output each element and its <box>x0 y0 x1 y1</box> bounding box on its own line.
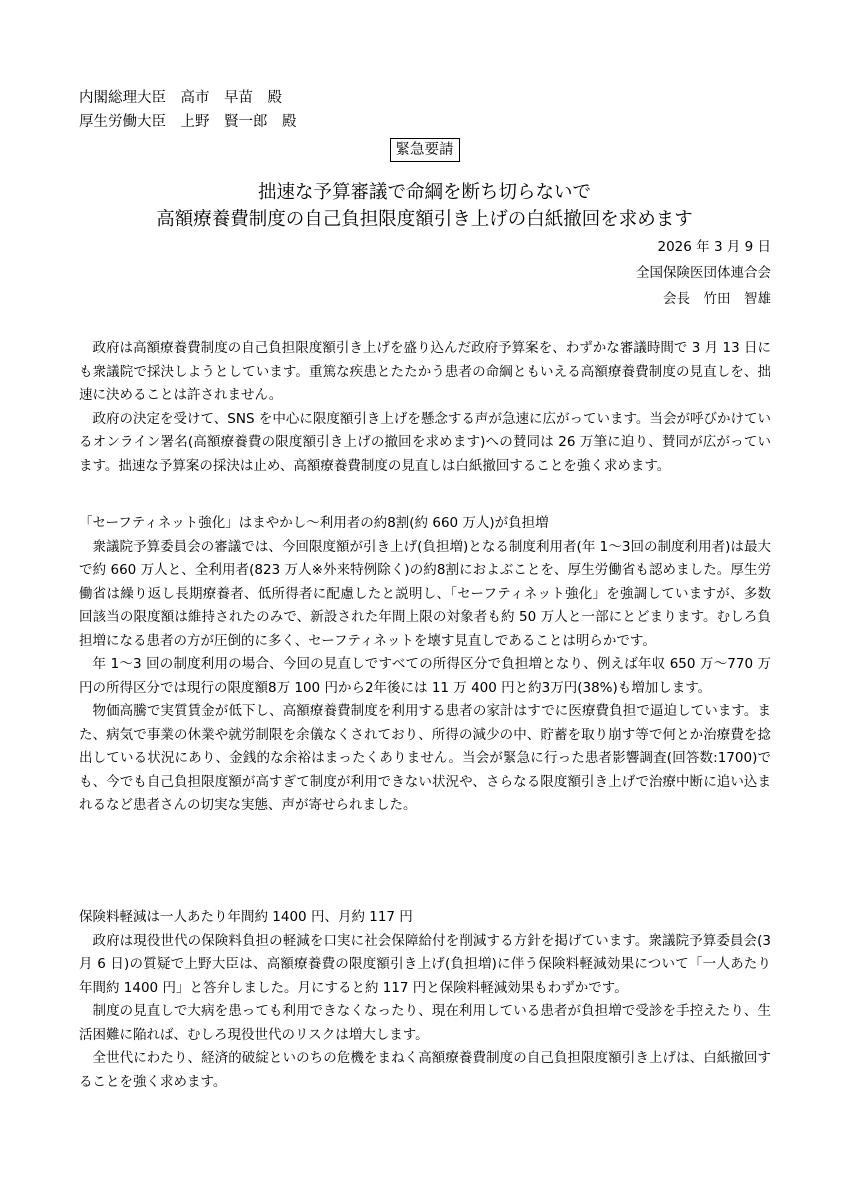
premium-reduction-section <box>79 906 771 1094</box>
section-paragraph: 年 1～3 回の制度利用の場合、今回の見直しですべての所得区分で負担増となり、例えば年収 650 万～770 万円の所得区分では現行の限度額8万 100 円から2年後には 11 万 400 円と約3万円(38%)も増加します。 <box>79 656 771 696</box>
document-title-line-2: 高額療養費制度の自己負担限度額引き上げの白紙撤回を求めます <box>156 209 693 230</box>
intro-paragraph: 政府は高額療養費制度の自己負担限度額引き上げを盛り込んだ政府予算案を、わずかな審議時間で 3 月 13 日にも衆議院で採決しようとしています。重篤な疾患とたたかう患者の命綱ともいえる高額療養費制度の見直しを、拙速に決めることは許されません。 <box>79 340 771 403</box>
urgent-request-badge: 緊急要請 <box>390 138 460 162</box>
section-heading: 保険料軽減は一人あたり年間約 1400 円、月約 117 円 <box>79 909 413 925</box>
document-date: 2026 年 3 月 9 日 <box>657 239 771 255</box>
section-paragraph: 衆議院予算委員会の審議では、今回限度額が引き上げ(負担増)となる制度利用者(年 1～3回の制度利用者)は最大で約 660 万人と、全利用者(823 万人※外来特例除く)の約8割におよぶことを、厚生労働省も認めました。厚生労働省は繰り返し長期療養者、低所得者に配慮したと説明し、「セーフティネット強化」を強調していますが、多数回該当の限度額は維持されたのみで、新設された年間上限の対象者も約 50 万人と一部にとどまります。むしろ負担増になる患者の方が圧倒的に多く、セーフティネットを壊す見直しであることは明らかです。 <box>79 538 771 649</box>
organization-name: 全国保険医団体連合会 <box>636 265 771 281</box>
section-paragraph: 物価高騰で実質賃金が低下し、高額療養費制度を利用する患者の家計はすでに医療費負担で逼迫しています。また、病気で事業の休業や就労制限を余儀なくされており、所得の減少の中、貯蓄を取り崩す等で何とか治療費を捻出している状況にあり、金銭的な余裕はまったくありません。当会が緊急に行った患者影響調査(回答数:1700)でも、今でも自己負担限度額が高すぎて制度が利用できない状況や、さらなる限度額引き上げで治療中断に追い込まれるなど患者さんの切実な実態、声が寄せられました。 <box>79 703 771 813</box>
addressee-health-minister: 厚生労働大臣 上野 賢一郎 殿 <box>79 114 297 130</box>
intro-section <box>79 337 771 478</box>
section-paragraph: 全世代にわたり、経済的破綻といのちの危機をまねく高額療養費制度の自己負担限度額引き上げは、白紙撤回することを強く求めます。 <box>79 1050 771 1090</box>
signatory: 会長 竹田 智雄 <box>663 291 771 307</box>
safety-net-section <box>79 512 771 818</box>
intro-paragraph: 政府の決定を受けて、SNS を中心に限度額引き上げを懸念する声が急速に広がっています。当会が呼びかけているオンライン署名(高額療養費の限度額引き上げの撤回を求めます)への賛同は 26 万筆に迫り、賛同が広がっています。拙速な予算案の採決は止め、高額療養費制度の見直しは白紙撤回することを強く求めます。 <box>79 410 771 474</box>
section-paragraph: 制度の見直しで大病を患っても利用できなくなったり、現在利用している患者が負担増で受診を手控えたり、生活困難に陥れば、むしろ現役世代のリスクは増大します。 <box>79 1003 771 1043</box>
document-title-line-1: 拙速な予算審議で命綱を断ち切らないで <box>257 182 591 203</box>
badge-container <box>0 138 849 162</box>
section-paragraph: 政府は現役世代の保険料負担の軽減を口実に社会保障給付を削減する方針を掲げています。衆議院予算委員会(3 月 6 日)の質疑で上野大臣は、高額療養費の限度額引き上げ(負担増)に伴う保険料軽減効果について「一人あたり年間約 1400 円」と答弁しました。月にすると約 117 円と保険料軽減効果もわずかです。 <box>79 932 771 996</box>
section-heading: 「セーフティネット強化」はまやかし～利用者の約8割(約 660 万人)が負担増 <box>79 515 549 531</box>
addressee-prime-minister: 内閣総理大臣 高市 早苗 殿 <box>79 90 282 106</box>
